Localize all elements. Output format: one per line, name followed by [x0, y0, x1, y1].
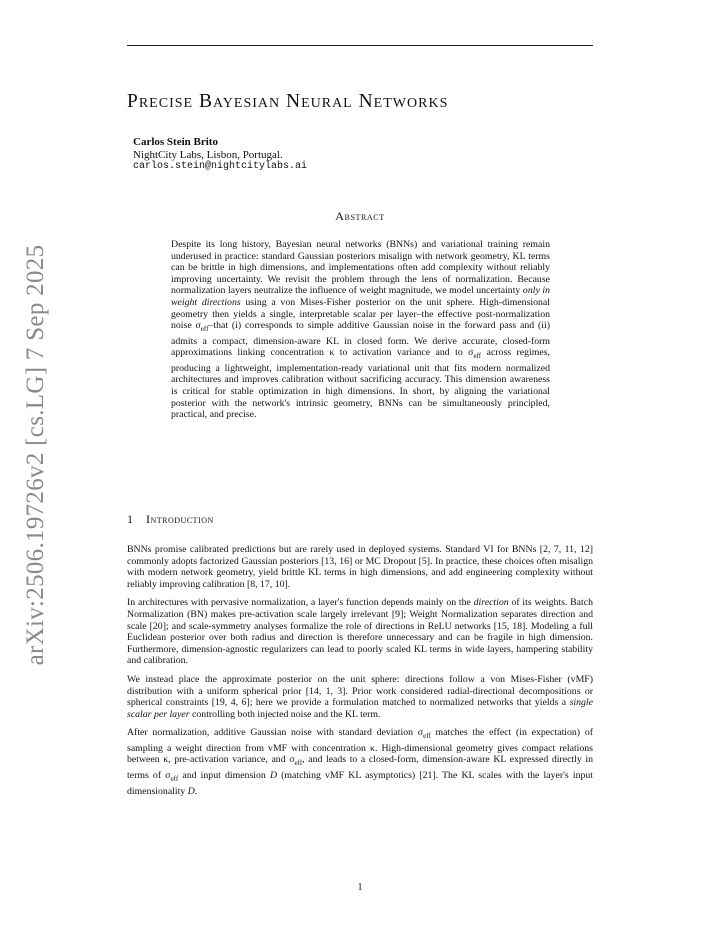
author-block [133, 136, 307, 174]
abstract-heading: Abstract [335, 209, 385, 223]
section-number: 1 [127, 512, 133, 526]
page-number: 1 [357, 882, 363, 893]
body-text [127, 544, 593, 804]
author-email[interactable]: carlos.stein@nightcitylabs.ai [133, 161, 308, 172]
section-heading [127, 512, 214, 527]
paragraph: In architectures with pervasive normalization, a layer's function depends mainly on the direction of its weights. Batch Normalization (BN) makes pre-activation scale largely irrelevant [9]; Weight Normalization separates direction and scale [20]; and scale-symmetry analyses formalize the role of directions in ReLU networks [15, 18]. Modeling a full Euclidean posterior over both radius and direction is therefore unnecessary and can be fragile in high dimension. Furthermore, dimension-agnostic regularizers can lead to poorly scaled KL terms in wide layers, hampering stability and calibration. [127, 597, 593, 667]
paragraph: BNNs promise calibrated predictions but are rarely used in deployed systems. Standard VI for BNNs [2, 7, 11, 12] commonly adopts factorized Gaussian posteriors [13, 16] or MC Dropout [5]. In practice, these choices often misalign with modern network geometry, yield brittle KL terms in high dimensions, and add engineering complexity without reliably improving calibration [8, 17, 10]. [127, 544, 593, 590]
author-name: Carlos Stein Brito [133, 136, 218, 148]
paragraph: After normalization, additive Gaussian noise with standard deviation $\sigma_{eff}$ matches the effect (in expectation) of sampling a weight direction from vMF with concentration κ. High-dimensional geometry gives compact relations between κ, pre-activation variance, and $\sigma_{eff}$, and leads to a closed-form, dimension-aware KL expressed directly in terms of $\sigma_{eff}$ and input dimension D (matching vMF KL asymptotics) [21]. The KL scales with the layer's input dimensionality D. [127, 727, 593, 797]
header-rule [127, 45, 593, 46]
author-affiliation: NightCity Labs, Lisbon, Portugal. [133, 148, 283, 161]
arxiv-identifier[interactable]: arXiv:2506.19726v2 [cs.LG] 7 Sep 2025 [22, 244, 49, 666]
paper-title: Precise Bayesian Neural Networks [127, 91, 449, 112]
paragraph: We instead place the approximate posterior on the unit sphere: directions follow a von Mises-Fisher (vMF) distribution with a uniform spherical prior [14, 1, 3]. Prior work considered radial-directional decompositions or spherical constraints [19, 4, 6]; here we provide a formulation matched to normalized networks that yields a single scalar per layer controlling both injected noise and the KL term. [127, 673, 593, 720]
section-title: Introduction [146, 512, 214, 526]
abstract-text: Despite its long history, Bayesian neural networks (BNNs) and variational training remain underused in practice: standard Gaussian posteriors misalign with network geometry, KL terms can be brittle in high dimensions, and implementations often add complexity without reliably improving uncertainty. We revisit the problem through the lens of normalization. Because normalization layers neutralize the influence of weight magnitude, we model uncertainty only in weight directions using a von Mises-Fisher posterior on the unit sphere. High-dimensional geometry then yields a single, interpretable scalar per layer–the effective post-normalization noise $\sigma_{eff}$–that (i) corresponds to simple additive Gaussian noise in the forward pass and (ii) admits a compact, dimension-aware KL in closed form. We derive accurate, closed-form approximations linking concentration κ to activation variance and to $\sigma_{eff}$ across regimes, producing a lightweight, implementation-ready variational unit that fits modern normalized architectures and improves calibration without sacrificing accuracy. This dimension awareness is critical for stable optimization in high dimensions. In short, by aligning the variational posterior with the network's intrinsic geometry, BNNs can be simultaneously principled, practical, and precise. [171, 239, 550, 421]
